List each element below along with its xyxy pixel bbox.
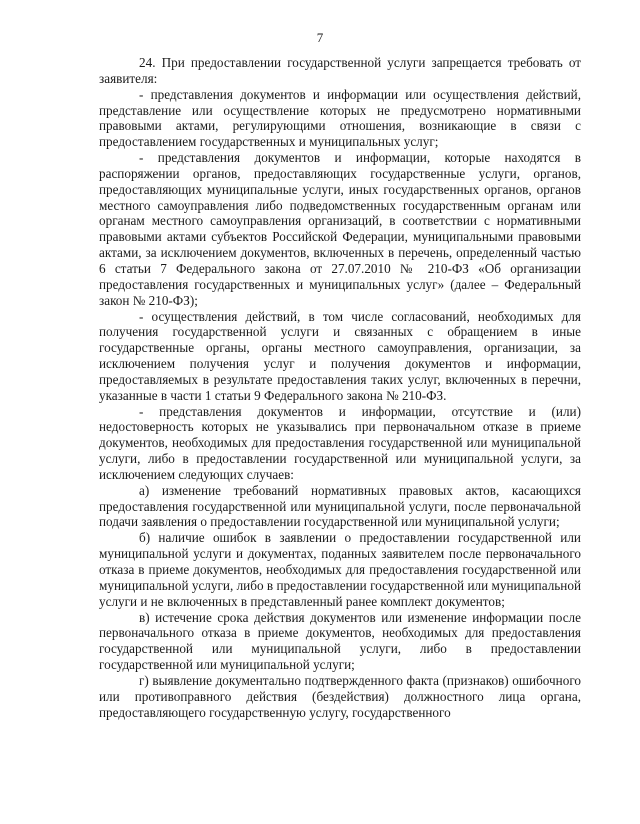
paragraph-case-c: в) истечение срока действия документов или изменение информации после первоначального отказа в приеме документов, необходимых для предоставления государственной или муниципальной услуги, либо в предоставлении государственной или муниципальной услуги; xyxy=(99,609,581,673)
paragraph-item-approvals: - осуществления действий, в том числе согласований, необходимых для получения государственной услуги и связанных с обращением в иные государственные органы, органы местного самоуправления, организации, за исключением получения услуг и получения документов и информации, предоставляемых в результате предоставления таких услуг, включенных в перечни, указанные в части 1 статьи 9 Федерального закона № 210-ФЗ. xyxy=(99,308,581,403)
paragraph-item-actions: - представления документов и информации или осуществления действий, представление или осуществление которых не предусмотрено нормативными правовыми актами, регулирующими отношения, возникающие в связи с предоставлением государственных и муниципальных услуг; xyxy=(99,86,581,150)
document-body xyxy=(99,55,581,720)
paragraph-item-missing-info: - представления документов и информации, отсутствие и (или) недостоверность которых не указывались при первоначальном отказе в приеме документов, необходимых для предоставления государственной или муниципальной услуги, либо в предоставлении государственной или муниципальной услуги, за исключением следующих случаев: xyxy=(99,403,581,482)
paragraph-24-intro: 24. При предоставлении государственной услуги запрещается требовать от заявителя: xyxy=(99,55,581,86)
page-number: 7 xyxy=(316,30,324,45)
paragraph-case-a: а) изменение требований нормативных правовых актов, касающихся предоставления государственной или муниципальной услуги, после первоначальной подачи заявления о предоставлении государственной или муниципальной услуги; xyxy=(99,482,581,530)
paragraph-item-documents: - представления документов и информации, которые находятся в распоряжении органов, предоставляющих государственные услуги, органов, предоставляющих муниципальные услуги, иных государственных органов, органов местного самоуправления либо подведомственных государственным органам или органам местного самоуправления организаций, в соответствии с нормативными правовыми актами субъектов Российской Федерации, муниципальными правовыми актами, за исключением документов, включенных в перечень, определенный частью 6 статьи 7 Федерального закона от 27.07.2010 № 210-ФЗ «Об организации предоставления государственных и муниципальных услуг» (далее – Федеральный закон № 210-ФЗ); xyxy=(99,150,581,308)
paragraph-case-d: г) выявление документально подтвержденного факта (признаков) ошибочного или противоправного действия (бездействия) должностного лица органа, предоставляющего государственную услугу, государственного xyxy=(99,672,581,720)
paragraph-case-b: б) наличие ошибок в заявлении о предоставлении государственной или муниципальной услуги и документах, поданных заявителем после первоначального отказа в приеме документов, необходимых для предоставления государственной или муниципальной услуги, либо в предоставлении государственной или муниципальной услуги и не включенных в представленный ранее комплект документов; xyxy=(99,530,581,609)
